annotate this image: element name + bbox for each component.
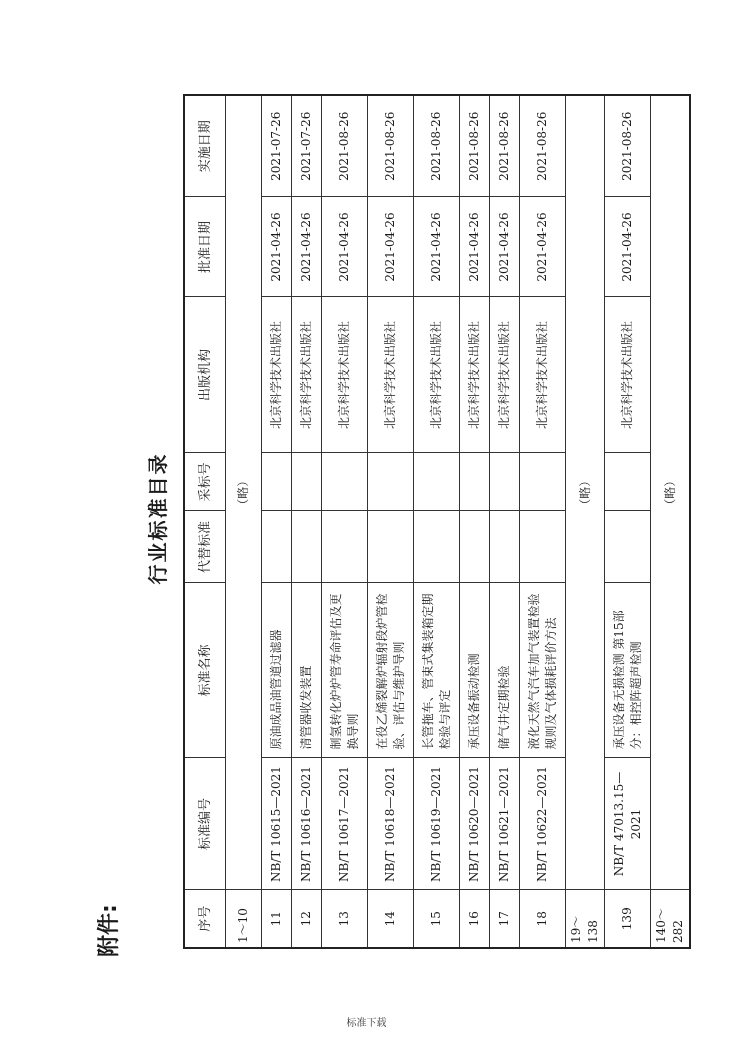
- row-replace-standard: [368, 511, 414, 583]
- row-standard-code: NB/T 10616—2021: [292, 758, 322, 890]
- row-seq: 13: [322, 890, 368, 948]
- omitted-rows-note: （略）: [226, 95, 262, 890]
- table-row: [460, 95, 490, 948]
- row-approve-date: 2021-04-26: [414, 197, 460, 297]
- row-implement-date: 2021-07-26: [262, 95, 292, 197]
- row-replace-standard: [460, 511, 490, 583]
- row-adopt-number: [262, 453, 292, 511]
- table-row: [651, 95, 691, 948]
- row-adopt-number: [322, 453, 368, 511]
- row-standard-name: 液化天然气汽车加气装置检验规则及气体损耗评价方法: [520, 583, 566, 758]
- attachment-label: 附件:: [97, 904, 122, 957]
- row-implement-date: 2021-08-26: [368, 95, 414, 197]
- row-replace-standard: [322, 511, 368, 583]
- table-row: [226, 95, 262, 948]
- row-standard-name: 承压设备无损检测 第15部分：相控阵超声检测: [605, 583, 651, 758]
- table-row: [322, 95, 368, 948]
- row-standard-name: 清管器收发装置: [292, 583, 322, 758]
- col-header-implement-date: 实施日期: [184, 95, 226, 197]
- row-replace-standard: [262, 511, 292, 583]
- row-seq: 12: [292, 890, 322, 948]
- row-standard-code: NB/T 10618—2021: [368, 758, 414, 890]
- row-adopt-number: [520, 453, 566, 511]
- row-standard-code: NB/T 10617—2021: [322, 758, 368, 890]
- row-standard-code: NB/T 10619—2021: [414, 758, 460, 890]
- omitted-rows-note: （略）: [651, 95, 691, 890]
- standards-table: [183, 94, 691, 949]
- row-adopt-number: [414, 453, 460, 511]
- row-approve-date: 2021-04-26: [292, 197, 322, 297]
- row-seq: 19～138: [566, 890, 605, 948]
- row-standard-code: NB/T 10615—2021: [262, 758, 292, 890]
- row-standard-name: 承压设备振动检测: [460, 583, 490, 758]
- row-approve-date: 2021-04-26: [322, 197, 368, 297]
- row-publisher: 北京科学技术出版社: [368, 297, 414, 453]
- row-replace-standard: [520, 511, 566, 583]
- table-row: [262, 95, 292, 948]
- row-approve-date: 2021-04-26: [460, 197, 490, 297]
- col-header-approve-date: 批准日期: [184, 197, 226, 297]
- row-seq: 18: [520, 890, 566, 948]
- row-publisher: 北京科学技术出版社: [520, 297, 566, 453]
- row-implement-date: 2021-08-26: [520, 95, 566, 197]
- row-seq: 11: [262, 890, 292, 948]
- row-implement-date: 2021-08-26: [414, 95, 460, 197]
- row-seq: 17: [490, 890, 520, 948]
- row-standard-code: NB/T 10622—2021: [520, 758, 566, 890]
- row-standard-name: 长管拖车、管束式集装箱定期检验与评定: [414, 583, 460, 758]
- row-approve-date: 2021-04-26: [520, 197, 566, 297]
- row-seq: 1～10: [226, 890, 262, 948]
- row-publisher: 北京科学技术出版社: [322, 297, 368, 453]
- row-approve-date: 2021-04-26: [368, 197, 414, 297]
- col-header-name: 标准名称: [184, 583, 226, 758]
- row-seq: 16: [460, 890, 490, 948]
- row-adopt-number: [292, 453, 322, 511]
- row-publisher: 北京科学技术出版社: [490, 297, 520, 453]
- row-standard-name: 在役乙烯裂解炉辐射段炉管检验、评估与维护导则: [368, 583, 414, 758]
- page-title: 行业标准目录: [146, 452, 170, 585]
- table-row: [490, 95, 520, 948]
- omitted-rows-note: （略）: [566, 95, 605, 890]
- row-adopt-number: [490, 453, 520, 511]
- row-publisher: 北京科学技术出版社: [605, 297, 651, 453]
- row-seq: 140～282: [651, 890, 691, 948]
- col-header-publisher: 出版机构: [184, 297, 226, 453]
- row-seq: 15: [414, 890, 460, 948]
- row-adopt-number: [460, 453, 490, 511]
- row-seq: 14: [368, 890, 414, 948]
- row-replace-standard: [292, 511, 322, 583]
- row-approve-date: 2021-04-26: [490, 197, 520, 297]
- row-publisher: 北京科学技术出版社: [460, 297, 490, 453]
- footer-watermark: 标准下载: [346, 1018, 387, 1029]
- col-header-seq: 序号: [184, 890, 226, 948]
- row-replace-standard: [490, 511, 520, 583]
- row-publisher: 北京科学技术出版社: [414, 297, 460, 453]
- col-header-adopt: 采标号: [184, 453, 226, 511]
- row-implement-date: 2021-08-26: [322, 95, 368, 197]
- row-replace-standard: [414, 511, 460, 583]
- row-implement-date: 2021-08-26: [460, 95, 490, 197]
- table-row: [292, 95, 322, 948]
- row-approve-date: 2021-04-26: [262, 197, 292, 297]
- col-header-code: 标准编号: [184, 758, 226, 890]
- row-standard-code: NB/T 10620—2021: [460, 758, 490, 890]
- row-adopt-number: [368, 453, 414, 511]
- table-row: [520, 95, 566, 948]
- table-header-row: [184, 95, 226, 948]
- row-standard-name: 储气井定期检验: [490, 583, 520, 758]
- row-replace-standard: [605, 511, 651, 583]
- row-publisher: 北京科学技术出版社: [292, 297, 322, 453]
- row-approve-date: 2021-04-26: [605, 197, 651, 297]
- row-standard-code: NB/T 10621—2021: [490, 758, 520, 890]
- col-header-replace: 代替标准: [184, 511, 226, 583]
- row-standard-name: 制氢转化炉炉管寿命评估及更换导则: [322, 583, 368, 758]
- row-seq: 139: [605, 890, 651, 948]
- table-row: [414, 95, 460, 948]
- row-standard-code: NB/T 47013.15—2021: [605, 758, 651, 890]
- row-adopt-number: [605, 453, 651, 511]
- row-implement-date: 2021-08-26: [490, 95, 520, 197]
- row-implement-date: 2021-07-26: [292, 95, 322, 197]
- table-row: [605, 95, 651, 948]
- row-publisher: 北京科学技术出版社: [262, 297, 292, 453]
- row-implement-date: 2021-08-26: [605, 95, 651, 197]
- row-standard-name: 原油成品油管道过滤器: [262, 583, 292, 758]
- table-row: [368, 95, 414, 948]
- table-row: [566, 95, 605, 948]
